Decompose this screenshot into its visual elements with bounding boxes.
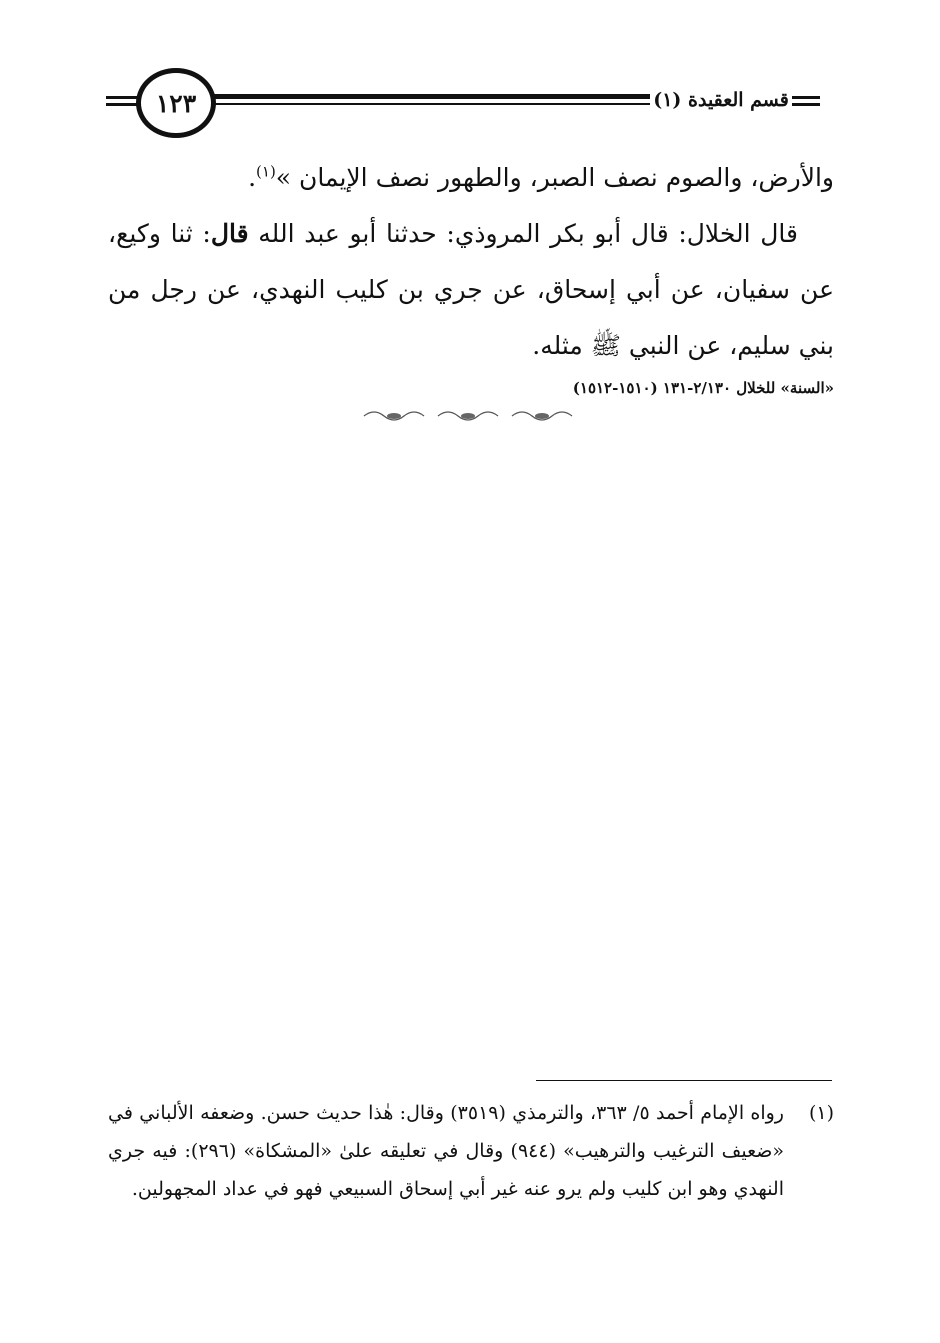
paragraph-2 [108,206,834,374]
header-rule [106,103,140,106]
paragraph-2-part-2: : ثنا وكيع، عن سفيان، عن أبي إسحاق، عن جري بن كليب النهدي، عن رجل من بني سليم، عن النبي ﷺ مثله. [108,219,834,360]
page-number: ١٢٣ [155,88,197,118]
header-rule [106,96,140,99]
footnote-text: رواه الإمام أحمد ٥/ ٣٦٣، والترمذي (٣٥١٩) وقال: هٰذا حديث حسن. وضعفه الألباني في «ضعيف الترغيب والترهيب» (٩٤٤) وقال في تعليقه علىٰ «المشكاة» (٢٩٦): فيه جري النهدي وهو ابن كليب ولم يرو عنه غير أبي إسحاق السبيعي فهو في عداد المجهولين. [108,1102,784,1200]
paragraph-1 [108,150,834,206]
header-rule [792,96,820,99]
footnote [108,1094,834,1208]
header-rule [792,103,820,106]
header-rule [210,103,650,105]
footnotes [108,1094,834,1208]
footnote-number: (١) [808,1102,834,1124]
paragraph-2-part-1: قال الخلال: قال أبو بكر المروذي: حدثنا أبو عبد الله [248,219,798,248]
source-citation: «السنة» للخلال ٢/١٣٠-١٣١ (١٥١٠-١٥١٢) [572,379,834,397]
ornament-divider-icon [360,404,580,426]
header-rule [210,94,650,99]
footnote-reference[interactable]: (١) [256,162,276,181]
page-number-badge [136,68,216,138]
page-header [0,0,940,140]
main-text [108,150,834,400]
paragraph-1-text: والأرض، والصوم نصف الصبر، والطهور نصف الإيمان » [275,163,834,192]
section-title: قسم العقيدة (١) [653,89,789,111]
paragraph-2-keyword: قال [210,219,249,248]
paragraph-1-end: . [248,163,257,192]
footnote-separator [536,1080,832,1081]
